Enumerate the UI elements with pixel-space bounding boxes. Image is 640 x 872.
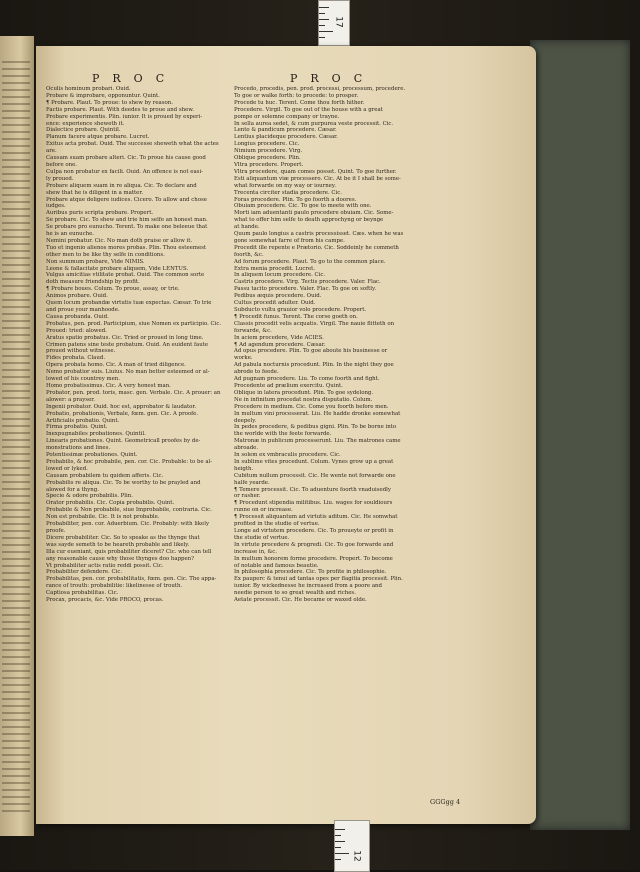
entry-line: ¶ Probare boues. Colum. To proue, assay, or trie. [46,286,180,293]
running-header-left: PROC [92,72,178,85]
entry-line: In sella aurea sedet, & cum purpurea veste processit. Cic. [234,120,394,127]
entry-line: Vltra procedere, quam comes posset. Quint. To goe further. [234,168,397,175]
entry-line: Crimen patens sine teste probatum. Ouid. An euident faute [46,341,209,348]
entry-line: Causam suam probare alteri. Cic. To proue his cause good [46,155,206,162]
entry-line: Probabiliter defendere. Cic. [46,569,123,576]
entry-line: In virtute procedere & progredi. Cic. To goe forwarde and [234,541,394,548]
entry-line: Planum facere atque probare. Lucret. [46,134,150,141]
entry-line: Ne in infinitum procedat nostra disputatio. Colum. [234,396,373,403]
entry-line: ¶ Procedit funus. Terent. The corse goeth on. [234,313,358,320]
entry-line: Lento & pandicum procedere. Cæsar. [234,127,337,134]
entry-line: Ad pabula nocturnis procedunt. Plin. In the night they goe [234,362,394,369]
entry-line: Pedibus æquis procedere. Ouid. [234,293,322,300]
entry-line: Nimium procedere. Virg. [234,148,303,155]
entry-line: In philosophia procedere. Cic. To profite in philosophie. [234,569,387,576]
entry-line: iudges. [46,203,66,210]
entry-line: Animos probare. Ouid. [46,293,108,300]
entry-line: Probare aliquem suam in re aliqua. Cic. To declare and [46,182,197,189]
entry-line: the worlde with the feete forwarde. [234,431,332,438]
entry-line: Passu tacito procedere. Valer. Flac. To goe on softly. [234,286,377,293]
entry-line: or rasher. [234,493,261,500]
entry-line: ly proued. [46,175,74,182]
running-header-right: PROC [290,72,376,85]
entry-line: ence: experience sheweth it. [46,120,125,127]
book-cover [530,40,630,830]
entry-line: Extra menia procedit. Lucret. [234,265,316,272]
entry-line: Matronæ in publicum processerunt. Liu. The matrones came [234,438,401,445]
entry-line: ¶ Procedunt stipendia militibus. Liu. wages for souldiours [234,500,393,507]
entry-line: In pedes procedere, & pedibus gigni. Plin. To be borne into [234,424,397,431]
entry-line: Ad forum procedere. Plaut. To go to the common place. [234,258,386,265]
entry-line: rance of trouth: probabilitie: likelinesse of trouth. [46,583,183,590]
dictionary-column-right [234,86,474,604]
entry-line: Leone & fallacitate probare aliquem, Vide LENTUS. [46,265,189,272]
entry-line: Dialectice probare. Quintil. [46,127,121,134]
entry-line: gone somewhat farre of from his campe. [234,237,345,244]
entry-line: Specie & odore probabilis. Plin. [46,493,133,500]
entry-line: Longius procedere. Cic. [234,141,300,148]
entry-line: before one. [46,161,77,168]
entry-line: ¶ Processit aliquantum ad virtutis aditum. Cic. He somwhat [234,514,398,521]
entry-line: Probatio, probationis, Verbale, fœm. gen. Cic. A proofe. [46,410,199,417]
entry-line: Ad opus procedere. Plin. To goe aboute his businesse or [234,348,388,355]
entry-line: Quem locum probandæ virtutis tuæ expectas. Cæsar. To trie [46,300,212,307]
entry-line: of notable and famous beautie. [234,562,319,569]
entry-line: what to offer him selfe to death approchyng or beynge [234,217,384,224]
entry-line: Firma probatio. Quint. [46,424,108,431]
entry-line: Causa probanda. Ouid. [46,313,109,320]
dictionary-column-left [46,86,266,604]
ruler-number: 17 [333,16,344,28]
entry-line: Probabilis re aliqua. Cic. To be worthy to be prayled and [46,479,201,486]
entry-line: proofe. [46,528,66,534]
entry-line: Probabiliter, pen. cor. Aduerbium. Cic. Probably: with likely [46,521,210,528]
entry-line: In solem ex vmbraculis procedere. Cic. [234,452,341,459]
entry-line: Trecenta circiter stadia procedere. Cic. [234,189,342,196]
entry-line: In sublime vites procedunt. Colum. Vynes grow up a great [234,458,394,465]
entry-line: the studie of vertue. [234,534,290,541]
entry-line: and proue your manhoode. [46,307,120,313]
entry-line: Inexpugnabiles probationes. Quintil. [46,431,146,438]
entry-line: Oblique in latera procedunt. Plin. To goe sydelong. [234,389,374,396]
entry-line: Castris procedere. Virg. Tectis procedere. Valer. Flac. [234,279,381,286]
entry-line: Cultus procedit adulter. Ouid. [234,300,316,307]
entry-line: Orator probabilis. Cic. Copia probabilis. Quint. [46,500,175,507]
entry-line: Procax, procacis, &c. Vide PROCO, procas. [46,597,164,604]
entry-line: Classis procedit velis acquatis. Virgil. The nauie flitteth on [234,320,395,327]
entry-line: Vulgus amicitias vtilitate probat. Ouid. The common sorte [46,272,205,279]
entry-line: increase in, &c. [234,548,278,555]
entry-line: Probabilitas, pen. cor. probabilitatis, fœm. gen. Cic. The appa- [46,576,217,583]
entry-line: any reasonable cause why those thynges doo happen? [46,555,195,562]
entry-line: Factis probare. Plaut. With deedes to proue and shew. [46,106,194,113]
entry-line: Se probare pro eunucho. Terent. To make one beleeue that [46,224,208,231]
entry-line: foorth, &c. [234,251,264,258]
entry-line: Procedente ad prælium exercitu. Quint. [234,382,343,389]
entry-line: Nemo probatior suis. Liuius. No man better esteemed or al- [46,369,210,376]
entry-line: Proued: tried: alowed. [46,327,107,334]
entry-line: Fides probata. Claud. [46,355,106,362]
entry-line: heigth. [234,465,254,472]
entry-line: he is an eunuche. [46,231,94,238]
entry-line: Opera probata homo. Cic. A man of tried diligence. [46,362,186,369]
entry-line: alowed for a thyng. [46,486,99,493]
entry-line: Linearis probationes. Quint. Geometricall proofes by de- [46,438,201,445]
entry-line: Dicere probabiliter. Cic. So to speake as the thynge that [46,534,200,541]
entry-line: In aciem procedere, Vide ACIES. [234,334,324,341]
entry-line: was sayde semeth to be heareth probable and likely. [46,541,190,548]
entry-line: lowed of his countrey men. [46,376,120,383]
measuring-ruler-bottom [334,820,370,872]
entry-line: Illa cur eueniant, quis probabiliter diceret? Cic. who can tell [46,548,212,555]
entry-line: Procedit ille repente e Prætorio. Cic. Soddeinly he commeth [234,244,399,251]
entry-line: runne on or increase. [234,507,293,514]
entry-line: Quum paulo longius a castris processisset. Cæs. when he was [234,231,404,238]
entry-line: are. [46,148,57,155]
entry-line: In aliquem locum procedere. Cic. [234,272,326,279]
entry-line: iunior. By wickednesse he increased from a poore and [234,583,382,590]
entry-line: deepely. [234,417,257,424]
entry-line: Captiosa probabilitas. Cic. [46,590,119,597]
entry-line: alower: a prayser. [46,396,95,403]
entry-line: Tuo et ingenio alienos mores probas. Plin. Thou esteemest [46,244,207,251]
entry-line: Procedere in medium. Cic. Come you foorth before men. [234,403,389,410]
entry-line: proued without witnesse. [46,348,116,355]
entry-line: Obuiam procedere. Cic. To goe to meete with one. [234,203,372,210]
entry-line: Vltra procedere. Propert. [234,161,304,168]
entry-line: Foras procedere. Plin. To go foorth a doores. [234,196,357,203]
entry-line: Aetate processit. Cic. He became or waxed olde. [234,597,367,604]
entry-line: forwarde, &c. [234,327,272,334]
entry-line: Probator, pen. prod. toris, masc. gen. Verbale. Cic. A prouer: an [46,389,221,396]
entry-line: what forwarde on my way or iourney. [234,182,336,189]
entry-line: monstrations and lines. [46,445,111,452]
entry-line: worke. [234,355,253,362]
entry-line: ¶ Probare. Plaut. To proue: to shew by reason. [46,99,173,106]
entry-line: Se probare. Cic. To shew and trie him selfe an honest man. [46,217,208,224]
entry-line: doth measure friendship by profit. [46,279,140,286]
entry-line: at hande. [234,224,260,231]
entry-line: Esti aliquantum viæ processero. Cic. At be it I shall be some- [234,175,401,182]
entry-line: Ad pugnam procedere. Liu. To come foorth and fight. [234,376,380,383]
entry-line: Oculis hominum probari. Ouid. [46,86,131,92]
entry-line: Lentius placideque procedere. Cæsar. [234,134,338,141]
ruler-number: 12 [351,850,362,862]
entry-line: shew that he is diligent in a matter. [46,189,144,196]
entry-line: other men to be like thy selfe in conditions. [46,251,165,258]
entry-line: In multum honorem forme procedere. Propert. To become [234,555,393,562]
entry-line: Probare & improbare, opponuntur. Quint. [46,92,160,99]
entry-line: halfe yearde. [234,479,270,486]
entry-line: Cubitum nullum processit. Cic. He wente not forwarde one [234,472,396,479]
entry-line: Procedo, procedis, pen. prod. processi, processum, procedere. [234,86,406,92]
entry-line: To goe or walke forth: to procede: to prosper. [234,92,359,99]
entry-line: abrode to feede. [234,369,279,376]
entry-line: profited in the studie of vertue. [234,521,320,528]
entry-line: Morti iam aduentanti paulo procedere obuiam. Cic. Some- [234,210,394,217]
entry-line: pompe or solemne company or trayne. [234,113,340,120]
entry-line: Probabile & Non probabile, siue Improbabile, contraria. Cic. [46,507,212,514]
entry-line: Procede tu huc. Terent. Come thou forth hither. [234,99,365,106]
entry-line: Probare experimentis. Plin. iunior. It is proued by experi- [46,113,203,120]
entry-line: Oblique procedere. Plin. [234,155,301,162]
entry-line: Causam probabilem tu quidem afferis. Cic. [46,472,164,479]
entry-line: Exitus acta probat. Ouid. The successe sheweth what the actes [46,141,219,148]
entry-line: Non est probabile. Cic. It is not probable. [46,514,160,521]
entry-line: Vt probabiliter actis ratio reddi possit. Cic. [46,562,164,569]
entry-line: Probabilis, & hoc probabile, pen. cor. Cic. Probable: to be al- [46,458,213,465]
entry-line: In multum vini processerat. Liu. He hadde dronke somewhat [234,410,401,417]
entry-line: ¶ Temere processit. Cic. To aduenture foorth vnaduisedly [234,486,391,493]
measuring-ruler-top [318,0,350,46]
entry-line: needie person to so great wealth and riches. [234,590,356,597]
entry-line: Homo probatissimus. Cic. A very honest man. [46,382,171,389]
entry-line: Probatus, pen. prod. Participium, siue Nomen ex participio. Cic. [46,320,222,327]
entry-line: abroade. [234,445,259,452]
left-page-edge [0,36,34,836]
entry-line: Auribus puris scripta probare. Propert. [46,210,154,217]
entry-line: Aratus spatio probatus. Cic. Tried or proued in long time. [46,334,204,341]
entry-line: Longe ad virtutem procedere. Cic. To proueyte or profit in [234,528,394,534]
entry-line: Potentissimæ probationes. Quint. [46,452,138,459]
entry-line: Artificialis probatio. Quint. [46,417,120,424]
entry-line: Probare atque deligere iudices. Cicero. To allow and chose [46,196,207,203]
entry-line: Ex pauperc & tenui ad tantas opes per flagitia processit. Plin. [234,576,403,583]
entry-line: Non summum probare, Vide NIMIS. [46,258,145,265]
entry-line: lowed or lyked. [46,465,88,472]
entry-line: Culpa non probatur ex facili. Ouid. An offence is not easi- [46,168,203,175]
entry-line: ¶ Ad agendum procedere. Cæsar. [234,341,326,348]
signature-mark: GGGgg 4 [430,798,461,806]
entry-line: Nemini probatur. Cic. No man doth praise or allow it. [46,237,193,244]
entry-line: Subducto vultu grauior volo procedere. Propert. [234,307,367,313]
entry-line: Ingenii probator. Ouid. hoc est, approbator & laudator. [46,403,197,410]
entry-line: Procedere. Virgil. To goe out of the house with a great [234,106,383,113]
